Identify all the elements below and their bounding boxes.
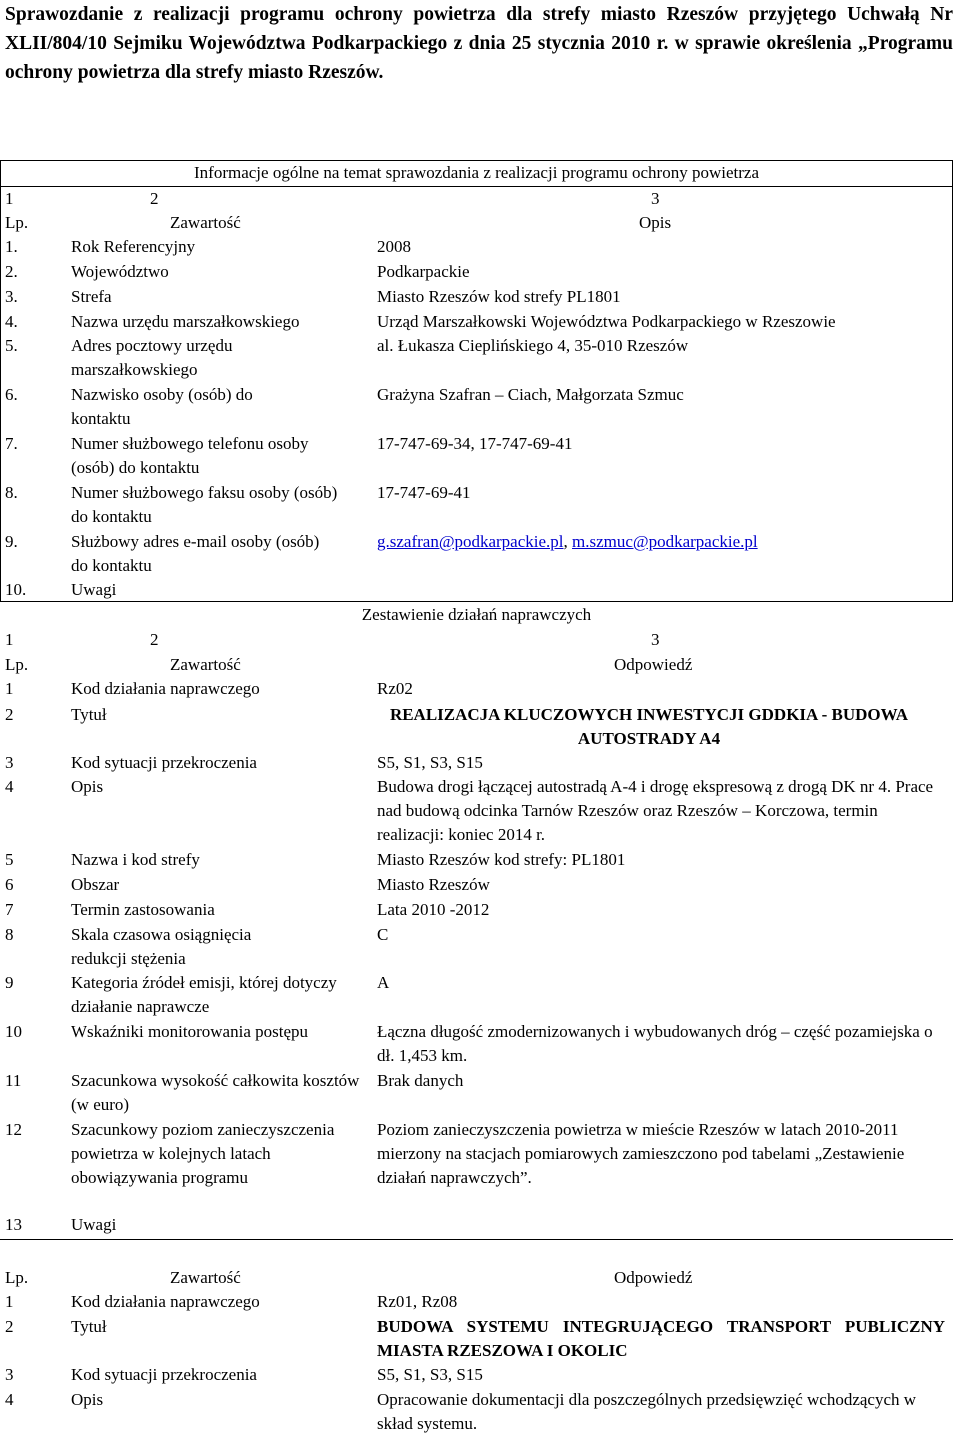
row-number: 2 — [5, 1317, 14, 1336]
row-label: Obszar — [71, 875, 120, 894]
row-number: 4 — [5, 1390, 14, 1409]
column-number: 3 — [651, 630, 660, 649]
row-label: Służbowy adres e-mail osoby (osób) do kontaktu — [71, 532, 320, 575]
row-value: Miasto Rzeszów kod strefy: PL1801 — [377, 850, 626, 869]
column-number: 3 — [651, 189, 660, 208]
action-title: REALIZACJA KLUCZOWYCH INWESTYCJI GDDKIA - BUDOWA AUTOSTRADY A4 — [389, 705, 909, 748]
actions-table-title: Zestawienie działań naprawczych — [361, 605, 592, 624]
row-number: 4. — [5, 312, 18, 331]
header-zawartosc: Zawartość — [170, 213, 241, 232]
row-value: 17-747-69-34, 17-747-69-41 — [377, 434, 573, 453]
row-label: Kod sytuacji przekroczenia — [71, 753, 257, 772]
header-lp: Lp. — [5, 1268, 29, 1287]
row-value: Miasto Rzeszów — [377, 875, 490, 894]
row-label: Nazwa urzędu marszałkowskiego — [71, 312, 300, 331]
row-label: Szacunkowy poziom zanieczyszczenia powietrza w kolejnych latach obowiązywania programu — [71, 1120, 335, 1187]
row-value: C — [377, 925, 389, 944]
row-label: Uwagi — [71, 580, 117, 599]
row-label: Kod sytuacji przekroczenia — [71, 1365, 257, 1384]
document-heading: Sprawozdanie z realizacji programu ochrony powietrza dla strefy miasto Rzeszów przyjętego Uchwałą Nr XLII/804/10 Sejmiku Województwa Podkarpackiego z dnia 25 stycznia 2010 r. w sprawie określenia „Programu ochrony powietrza dla strefy miasto Rzeszów. — [5, 4, 953, 83]
row-number: 5. — [5, 336, 18, 355]
row-label: Opis — [71, 1390, 104, 1409]
row-number: 12 — [5, 1120, 22, 1139]
row-number: 6. — [5, 385, 18, 404]
header-opis: Opis — [639, 213, 672, 232]
header-lp: Lp. — [5, 213, 29, 232]
row-label: Nazwa i kod strefy — [71, 850, 200, 869]
row-value: Grażyna Szafran – Ciach, Małgorzata Szmuc — [377, 385, 684, 404]
row-number: 10 — [5, 1022, 22, 1041]
email-separator: , — [563, 532, 573, 551]
row-value: Lata 2010 -2012 — [377, 900, 490, 919]
row-value: 2008 — [377, 237, 411, 256]
info-table-title: Informacje ogólne na temat sprawozdania z realizacji programu ochrony powietrza — [194, 163, 759, 182]
row-label: Skala czasowa osiągnięcia redukcji stężenia — [71, 925, 252, 968]
row-number: 9. — [5, 532, 18, 551]
column-number: 2 — [150, 630, 159, 649]
action-title: BUDOWA SYSTEMU INTEGRUJĄCEGO TRANSPORT PUBLICZNY MIASTA RZESZOWA I OKOLIC — [377, 1317, 945, 1360]
row-number: 5 — [5, 850, 14, 869]
row-label: Rok Referencyjny — [71, 237, 196, 256]
row-label: Tytuł — [71, 1317, 107, 1336]
row-label: Uwagi — [71, 1215, 117, 1234]
row-label: Nazwisko osoby (osób) do kontaktu — [71, 385, 253, 428]
row-value: al. Łukasza Cieplińskiego 4, 35-010 Rzeszów — [377, 336, 689, 355]
row-number: 7. — [5, 434, 18, 453]
row-value: Rz01, Rz08 — [377, 1292, 458, 1311]
row-value: Opracowanie dokumentacji dla poszczególnych przedsięwzięć wchodzących w skład systemu. — [377, 1390, 917, 1433]
row-number: 2 — [5, 705, 14, 724]
row-value: Budowa drogi łączącej autostradą A-4 i drogę ekspresową z drogą DK nr 4. Prace nad budową odcinka Tarnów Rzeszów oraz Rzeszów – Korczowa, termin realizacji: koniec 2014 r. — [377, 777, 934, 844]
row-number: 3 — [5, 1365, 14, 1384]
row-label: Termin zastosowania — [71, 900, 215, 919]
row-number: 8. — [5, 483, 18, 502]
row-value: Brak danych — [377, 1071, 464, 1090]
row-label: Adres pocztowy urzędu marszałkowskiego — [71, 336, 233, 379]
row-label: Wskaźniki monitorowania postępu — [71, 1022, 309, 1041]
row-number: 9 — [5, 973, 14, 992]
row-value: Poziom zanieczyszczenia powietrza w mieście Rzeszów w latach 2010-2011 mierzony na stacjach pomiarowych zamieszczono pod tabelami „Zestawienie działań naprawczych”. — [377, 1120, 905, 1187]
row-number: 13 — [5, 1215, 22, 1234]
row-number: 4 — [5, 777, 14, 796]
row-number: 8 — [5, 925, 14, 944]
row-value: S5, S1, S3, S15 — [377, 753, 483, 772]
row-label: Kod działania naprawczego — [71, 679, 260, 698]
row-number: 7 — [5, 900, 14, 919]
row-number: 3 — [5, 753, 14, 772]
row-label: Kod działania naprawczego — [71, 1292, 260, 1311]
row-label: Strefa — [71, 287, 112, 306]
row-value: 17-747-69-41 — [377, 483, 471, 502]
row-label: Szacunkowa wysokość całkowita kosztów (w euro) — [71, 1071, 360, 1114]
row-number: 6 — [5, 875, 14, 894]
column-number: 2 — [150, 189, 159, 208]
row-number: 1 — [5, 1292, 14, 1311]
row-label: Numer służbowego faksu osoby (osób) do kontaktu — [71, 483, 338, 526]
row-number: 1. — [5, 237, 18, 256]
row-label: Opis — [71, 777, 104, 796]
row-value-emails — [377, 530, 758, 554]
email-link[interactable]: g.szafran@podkarpackie.pl — [377, 532, 564, 551]
header-lp: Lp. — [5, 655, 29, 674]
row-value: S5, S1, S3, S15 — [377, 1365, 483, 1384]
header-zawartosc: Zawartość — [170, 655, 241, 674]
row-label: Kategoria źródeł emisji, której dotyczy działanie naprawcze — [71, 973, 337, 1016]
row-value: Rz02 — [377, 679, 413, 698]
row-value: Urząd Marszałkowski Województwa Podkarpackiego w Rzeszowie — [377, 312, 836, 331]
row-number: 11 — [5, 1071, 22, 1090]
header-zawartosc: Zawartość — [170, 1268, 241, 1287]
column-number: 1 — [5, 630, 14, 649]
row-number: 3. — [5, 287, 18, 306]
row-number: 10. — [5, 580, 27, 599]
row-number: 2. — [5, 262, 18, 281]
email-link[interactable]: m.szmuc@podkarpackie.pl — [572, 532, 758, 551]
row-value: A — [377, 973, 390, 992]
row-value: Łączna długość zmodernizowanych i wybudowanych dróg – część pozamiejska o dł. 1,453 km. — [377, 1022, 933, 1065]
row-label: Województwo — [71, 262, 169, 281]
row-label: Numer służbowego telefonu osoby (osób) do kontaktu — [71, 434, 309, 477]
header-odpowiedz: Odpowiedź — [614, 655, 693, 674]
header-odpowiedz: Odpowiedź — [614, 1268, 693, 1287]
row-value: Miasto Rzeszów kod strefy PL1801 — [377, 287, 621, 306]
column-number: 1 — [5, 189, 14, 208]
row-value: Podkarpackie — [377, 262, 470, 281]
row-number: 1 — [5, 679, 14, 698]
row-label: Tytuł — [71, 705, 107, 724]
